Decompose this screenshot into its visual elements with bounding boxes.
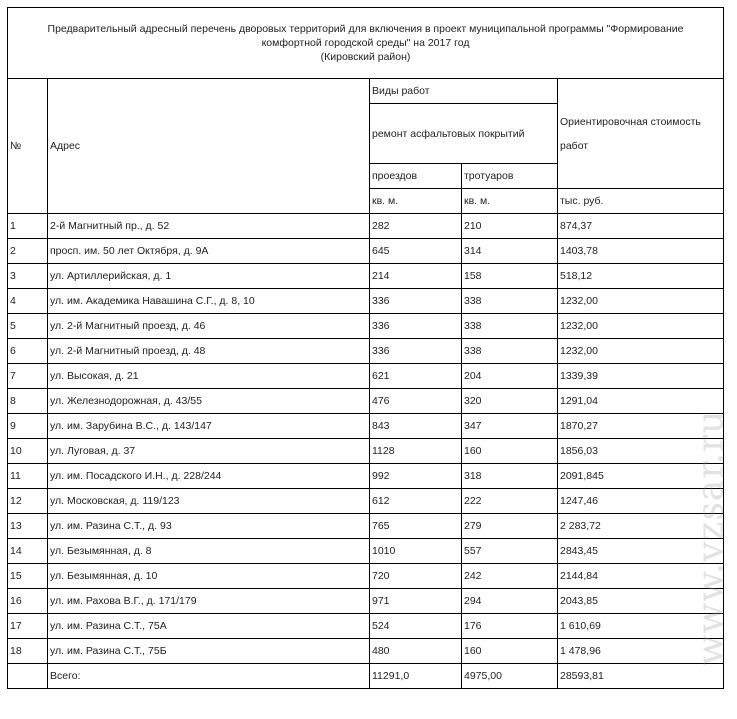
- row-cost: 1232,00: [558, 314, 724, 339]
- row-sidewalks: 222: [462, 489, 558, 514]
- table-row: [8, 589, 724, 614]
- row-number: 14: [8, 539, 48, 564]
- row-sidewalks: 338: [462, 339, 558, 364]
- row-cost: 1291,04: [558, 389, 724, 414]
- row-address: ул. им. Разина С.Т., д. 93: [48, 514, 370, 539]
- unit-cost: тыс. руб.: [558, 189, 724, 214]
- total-sidewalks: 4975,00: [462, 664, 558, 689]
- row-cost: 874,37: [558, 214, 724, 239]
- total-driveways: 11291,0: [370, 664, 462, 689]
- row-sidewalks: 204: [462, 364, 558, 389]
- row-sidewalks: 160: [462, 439, 558, 464]
- row-sidewalks: 320: [462, 389, 558, 414]
- document-title: [8, 8, 724, 79]
- row-cost: 1856,03: [558, 439, 724, 464]
- row-number: 17: [8, 614, 48, 639]
- table-row: [8, 539, 724, 564]
- table-row: [8, 214, 724, 239]
- row-sidewalks: 210: [462, 214, 558, 239]
- total-row: [8, 664, 724, 689]
- title-row: [8, 8, 724, 79]
- row-address: ул. Безымянная, д. 10: [48, 564, 370, 589]
- row-number: 10: [8, 439, 48, 464]
- row-number: 16: [8, 589, 48, 614]
- row-cost: 1 610,69: [558, 614, 724, 639]
- header-sidewalks: тротуаров: [462, 164, 558, 189]
- row-address: 2-й Магнитный пр., д. 52: [48, 214, 370, 239]
- row-cost: 1870,27: [558, 414, 724, 439]
- row-number: 3: [8, 264, 48, 289]
- row-address: ул. 2-й Магнитный проезд, д. 48: [48, 339, 370, 364]
- header-driveways: проездов: [370, 164, 462, 189]
- row-driveways: 843: [370, 414, 462, 439]
- row-address: ул. им. Разина С.Т., 75Б: [48, 639, 370, 664]
- row-cost: 1 478,96: [558, 639, 724, 664]
- row-cost: 1339,39: [558, 364, 724, 389]
- table-row: [8, 639, 724, 664]
- row-sidewalks: 160: [462, 639, 558, 664]
- row-address: ул. Артиллерийская, д. 1: [48, 264, 370, 289]
- row-driveways: 336: [370, 289, 462, 314]
- row-driveways: 621: [370, 364, 462, 389]
- row-driveways: 765: [370, 514, 462, 539]
- table-row: [8, 364, 724, 389]
- row-number: 2: [8, 239, 48, 264]
- row-driveways: 214: [370, 264, 462, 289]
- header-asphalt-repair: ремонт асфальтовых покрытий: [370, 104, 558, 164]
- table-row: [8, 514, 724, 539]
- row-cost: 2843,45: [558, 539, 724, 564]
- header-address: Адрес: [48, 79, 370, 214]
- table-row: [8, 289, 724, 314]
- row-sidewalks: 176: [462, 614, 558, 639]
- row-number: 4: [8, 289, 48, 314]
- row-number: 1: [8, 214, 48, 239]
- row-address: ул. 2-й Магнитный проезд, д. 46: [48, 314, 370, 339]
- row-cost: 518,12: [558, 264, 724, 289]
- header-num: №: [8, 79, 48, 214]
- row-sidewalks: 318: [462, 464, 558, 489]
- row-cost: 2 283,72: [558, 514, 724, 539]
- row-address: ул. Безымянная, д. 8: [48, 539, 370, 564]
- row-number: 11: [8, 464, 48, 489]
- row-number: 12: [8, 489, 48, 514]
- table-row: [8, 439, 724, 464]
- row-driveways: 992: [370, 464, 462, 489]
- row-address: ул. им. Разина С.Т., 75А: [48, 614, 370, 639]
- table-row: [8, 339, 724, 364]
- row-address: ул. Высокая, д. 21: [48, 364, 370, 389]
- row-cost: 1247,46: [558, 489, 724, 514]
- row-driveways: 480: [370, 639, 462, 664]
- watermark-text: www.vzsar.ru: [690, 409, 732, 665]
- row-sidewalks: 158: [462, 264, 558, 289]
- row-sidewalks: 294: [462, 589, 558, 614]
- title-line-1: Предварительный адресный перечень дворовых территорий для включения в проект муниципальной программы "Формирование: [47, 23, 684, 35]
- row-address: ул. им. Рахова В.Г., д. 171/179: [48, 589, 370, 614]
- row-number: 5: [8, 314, 48, 339]
- row-number: 7: [8, 364, 48, 389]
- header-cost: Ориентировочная стоимость работ: [558, 79, 724, 189]
- row-driveways: 282: [370, 214, 462, 239]
- row-number: 18: [8, 639, 48, 664]
- table-row: [8, 389, 724, 414]
- row-address: ул. им. Академика Навашина С.Г., д. 8, 10: [48, 289, 370, 314]
- row-driveways: 336: [370, 314, 462, 339]
- total-row-blank: [8, 664, 48, 689]
- row-cost: 2091,845: [558, 464, 724, 489]
- table-row: [8, 314, 724, 339]
- header-row-1: [8, 79, 724, 104]
- table-row: [8, 239, 724, 264]
- row-sidewalks: 338: [462, 314, 558, 339]
- total-cost: 28593,81: [558, 664, 724, 689]
- table-row: [8, 564, 724, 589]
- total-label: Всего:: [48, 664, 370, 689]
- row-cost: 1232,00: [558, 289, 724, 314]
- table-row: [8, 264, 724, 289]
- table-row: [8, 414, 724, 439]
- unit-sqm-sidewalks: кв. м.: [462, 189, 558, 214]
- row-driveways: 612: [370, 489, 462, 514]
- row-cost: 1232,00: [558, 339, 724, 364]
- row-sidewalks: 338: [462, 289, 558, 314]
- row-number: 9: [8, 414, 48, 439]
- row-sidewalks: 347: [462, 414, 558, 439]
- row-sidewalks: 557: [462, 539, 558, 564]
- row-cost: 1403,78: [558, 239, 724, 264]
- table-row: [8, 489, 724, 514]
- row-driveways: 336: [370, 339, 462, 364]
- row-number: 13: [8, 514, 48, 539]
- unit-sqm-driveways: кв. м.: [370, 189, 462, 214]
- row-address: ул. Луговая, д. 37: [48, 439, 370, 464]
- row-driveways: 720: [370, 564, 462, 589]
- row-cost: 2043,85: [558, 589, 724, 614]
- title-line-3: (Кировский район): [320, 51, 411, 63]
- row-driveways: 1010: [370, 539, 462, 564]
- row-number: 15: [8, 564, 48, 589]
- row-driveways: 971: [370, 589, 462, 614]
- row-number: 6: [8, 339, 48, 364]
- row-driveways: 524: [370, 614, 462, 639]
- row-sidewalks: 279: [462, 514, 558, 539]
- row-address: ул. им. Посадского И.Н., д. 228/244: [48, 464, 370, 489]
- programme-table: [7, 7, 724, 689]
- row-sidewalks: 314: [462, 239, 558, 264]
- table-row: [8, 464, 724, 489]
- header-work-types: Виды работ: [370, 79, 558, 104]
- row-number: 8: [8, 389, 48, 414]
- row-sidewalks: 242: [462, 564, 558, 589]
- row-driveways: 476: [370, 389, 462, 414]
- row-address: просп. им. 50 лет Октября, д. 9А: [48, 239, 370, 264]
- title-line-2: комфортной городской среды" на 2017 год: [261, 37, 470, 49]
- row-driveways: 645: [370, 239, 462, 264]
- row-driveways: 1128: [370, 439, 462, 464]
- row-cost: 2144,84: [558, 564, 724, 589]
- table-row: [8, 614, 724, 639]
- row-address: ул. Московская, д. 119/123: [48, 489, 370, 514]
- row-address: ул. им. Зарубина В.С., д. 143/147: [48, 414, 370, 439]
- row-address: ул. Железнодорожная, д. 43/55: [48, 389, 370, 414]
